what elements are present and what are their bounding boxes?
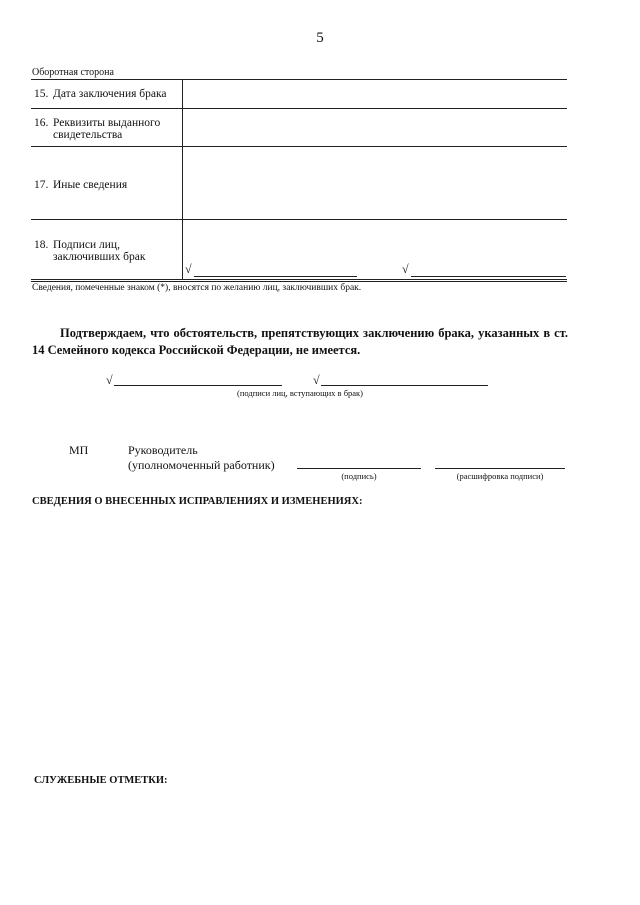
row-number: 18.	[34, 239, 49, 251]
signature-check-mark: √	[185, 262, 192, 276]
table-bottom-border	[31, 279, 567, 280]
page-number: 5	[316, 30, 324, 46]
spouse-signature-line[interactable]	[411, 276, 566, 277]
applicant-signature-line[interactable]	[114, 385, 282, 386]
corrections-section-title: СВЕДЕНИЯ О ВНЕСЕННЫХ ИСПРАВЛЕНИЯХ И ИЗМЕНЕНИЯХ:	[32, 496, 363, 507]
head-title	[128, 443, 275, 473]
row-number: 17.	[34, 179, 49, 191]
row-label-spouses-signatures: Подписи лиц, заключивших брак	[53, 239, 146, 263]
service-marks-title: СЛУЖЕБНЫЕ ОТМЕТКИ:	[34, 775, 168, 786]
form-table	[31, 79, 567, 279]
column-divider	[182, 79, 183, 279]
row-label-certificate-details: Реквизиты выданного свидетельства	[53, 117, 161, 141]
form-row-16	[34, 117, 178, 141]
row-divider	[31, 108, 567, 109]
signature-decoding-caption: (расшифровка подписи)	[456, 471, 544, 481]
table-top-border	[31, 79, 567, 80]
form-row-18	[34, 239, 163, 263]
footnote: Сведения, помеченные знаком (*), вносятся по желанию лиц, заключивших брак.	[32, 283, 362, 293]
head-title-line2: (уполномоченный работник)	[128, 458, 275, 472]
signature-check-mark: √	[106, 373, 113, 387]
row-label-other-info: Иные сведения	[53, 179, 128, 191]
row-divider	[31, 219, 567, 220]
form-row-15	[34, 88, 167, 100]
applicant-signature-line[interactable]	[321, 385, 488, 386]
stamp-label: МП	[69, 443, 89, 457]
form-row-17	[34, 179, 127, 191]
row-label-marriage-date: Дата заключения брака	[53, 88, 167, 100]
signature-check-mark: √	[313, 373, 320, 387]
table-bottom-border-double	[31, 281, 567, 282]
head-title-line1: Руководитель	[128, 443, 198, 457]
spouse-signature-line[interactable]	[194, 276, 357, 277]
signature-check-mark: √	[402, 262, 409, 276]
confirmation-statement: Подтверждаем, что обстоятельств, препятствующих заключению брака, указанных в ст. 14 Семейного кодекса Российской Федерации, не имеется.	[32, 326, 568, 357]
applicants-signatures-caption: (подписи лиц, вступающих в брак)	[236, 388, 364, 398]
signature-caption: (подпись)	[341, 471, 377, 481]
row-number: 15.	[34, 88, 49, 100]
row-divider	[31, 146, 567, 147]
head-signature-line[interactable]	[297, 468, 421, 469]
reverse-side-label: Оборотная сторона	[32, 67, 114, 78]
row-number: 16.	[34, 117, 49, 129]
signature-decoding-line[interactable]	[435, 468, 565, 469]
